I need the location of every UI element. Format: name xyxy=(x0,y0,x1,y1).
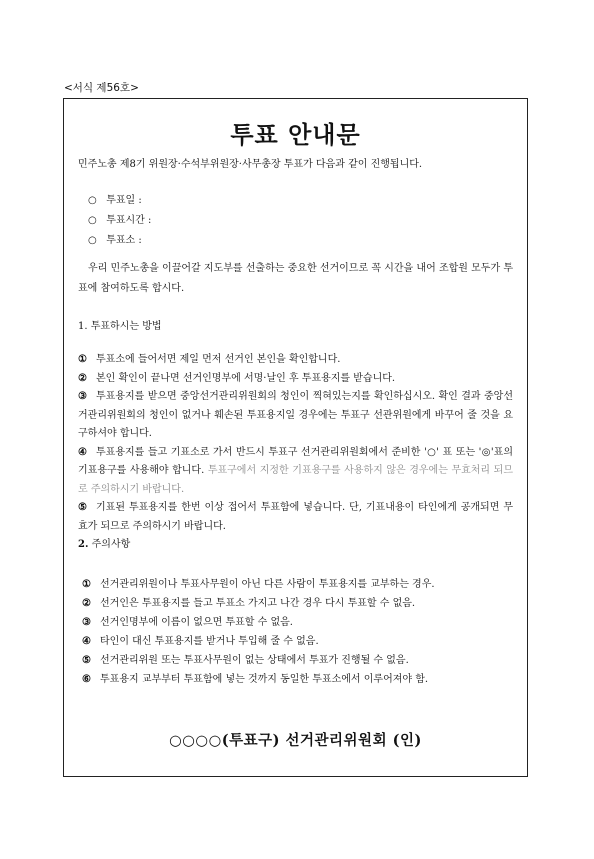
caution-number: ⑤ xyxy=(82,655,91,666)
step-text: 투표소에 들어서면 제일 먼저 선거인 본인을 확인합니다. xyxy=(96,354,341,365)
caution-item xyxy=(82,670,513,689)
caution-text: 투표용지 교부부터 투표함에 넣는 것까지 동일한 투표소에서 이루어져야 함. xyxy=(100,674,429,685)
caution-number: ① xyxy=(82,579,91,590)
step-item xyxy=(78,444,513,500)
step-item xyxy=(78,499,513,536)
step-number: ④ xyxy=(78,446,87,458)
step-text: 본인 확인이 끝나면 선거인명부에 서명·날인 후 투표용지를 받습니다. xyxy=(96,372,396,384)
step-text: 투표용지를 들고 기표소로 가서 반드시 투표구 선거관리위원회에서 준비한 '○' 표 또는 '◎'표의 기표용구를 사용해야 합니다. xyxy=(78,446,513,476)
intro-text: 민주노총 제8기 위원장·수석부위원장·사무총장 투표가 다음과 같이 진행됩니다. xyxy=(78,159,423,170)
info-label: 투표시간 : xyxy=(106,215,152,226)
caution-text: 선거인명부에 이름이 없으면 투표할 수 없음. xyxy=(100,617,293,628)
step-item xyxy=(78,370,513,389)
page-title: 투표 안내문 xyxy=(230,121,361,149)
circle-bullet-icon: ○ xyxy=(88,195,97,206)
caution-number: ② xyxy=(82,598,91,609)
caution-list xyxy=(82,575,513,689)
section-2-number: 2. xyxy=(78,539,89,550)
info-item-place xyxy=(88,231,151,251)
step-number: ③ xyxy=(78,391,87,402)
step-number: ① xyxy=(78,354,87,365)
notice-frame xyxy=(63,98,528,777)
caution-number: ⑥ xyxy=(82,674,91,685)
caution-number: ④ xyxy=(82,636,91,647)
step-item xyxy=(78,351,513,370)
step-warning-text: 투표구에서 지정한 기표용구를 사용하지 않은 경우에는 무효처리 되므로 주의하시기 바랍니다. xyxy=(78,465,513,495)
step-number: ⑤ xyxy=(78,502,87,513)
caution-text: 선거관리위원이나 투표사무원이 아닌 다른 사람이 투표용지를 교부하는 경우. xyxy=(100,579,435,590)
circle-bullet-icon: ○ xyxy=(88,235,97,246)
step-number: ② xyxy=(78,372,87,384)
caution-item xyxy=(82,613,513,632)
info-item-time xyxy=(88,211,151,231)
vote-info-list xyxy=(88,191,151,251)
caution-item xyxy=(82,594,513,613)
section-1-heading: 1. 투표하시는 방법 xyxy=(78,321,162,332)
form-number-label: <서식 제56호> xyxy=(64,82,139,94)
voting-steps xyxy=(78,351,513,536)
appeal-text: 우리 민주노총을 이끌어갈 지도부를 선출하는 중요한 선거이므로 꼭 시간을 내어 조합원 모두가 투표에 참여하도록 합시다. xyxy=(78,263,513,294)
caution-text: 선거관리위원 또는 투표사무원이 없는 상태에서 투표가 진행될 수 없음. xyxy=(100,655,409,666)
circle-bullet-icon: ○ xyxy=(88,215,97,226)
info-item-date xyxy=(88,191,151,211)
section-2-title: 주의사항 xyxy=(91,539,131,550)
caution-number: ③ xyxy=(82,617,91,628)
info-label: 투표일 : xyxy=(106,195,142,206)
info-label: 투표소 : xyxy=(106,235,142,246)
issuer-signature: ○○○○(투표구) 선거관리위원회 (인) xyxy=(169,732,422,749)
section-2-heading xyxy=(78,535,513,555)
caution-item xyxy=(82,575,513,594)
step-text: 투표용지를 받으면 중앙선거관리위원회의 청인이 찍혀있는지를 확인하십시오. 확인 결과 중앙선거관리위원회의 청인이 없거나 훼손된 투표용지일 경우에는 투표구 선관위원에게 바꾸어 줄 것을 요구하셔야 합니다. xyxy=(78,391,513,439)
step-item xyxy=(78,388,513,444)
caution-item xyxy=(82,632,513,651)
step-text: 기표된 투표용지를 한번 이상 접어서 투표함에 넣습니다. 단, 기표내용이 타인에게 공개되면 무효가 되므로 주의하시기 바랍니다. xyxy=(78,502,513,532)
caution-text: 선거인은 투표용지를 들고 투표소 가지고 나간 경우 다시 투표할 수 없음. xyxy=(100,598,416,609)
caution-item xyxy=(82,651,513,670)
caution-text: 타인이 대신 투표용지를 받거나 투입해 줄 수 없음. xyxy=(100,636,319,647)
